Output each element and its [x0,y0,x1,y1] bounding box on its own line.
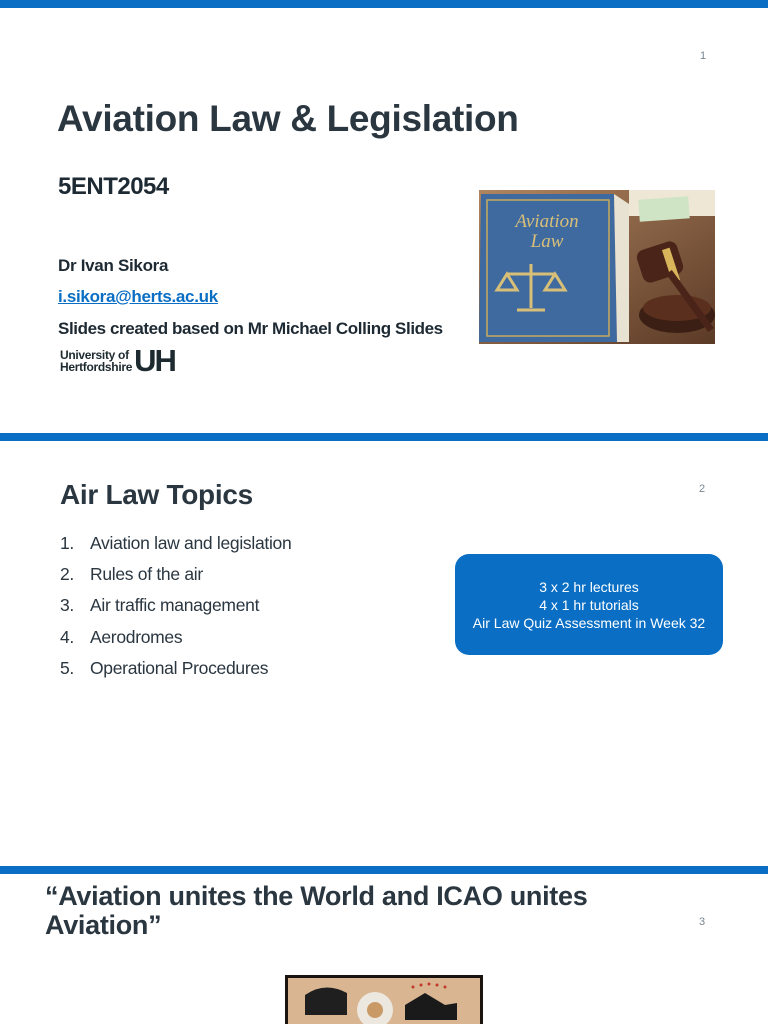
quote-line-1: “Aviation unites the World and ICAO unites [45,881,588,911]
list-number: 4. [60,626,74,647]
info-line-3: Air Law Quiz Assessment in Week 32 [472,614,706,631]
topics-list [60,533,291,689]
book-title-line-1: Aviation [515,211,579,232]
list-item [60,564,291,595]
info-line-1: 3 x 2 hr lectures [539,578,639,595]
slide-number: 3 [699,916,706,928]
list-text: Aviation law and legislation [90,533,292,553]
info-line-2: 4 x 1 hr tutorials [539,596,639,613]
slide-number: 2 [699,483,706,495]
logo-mark: UH [134,343,175,378]
list-item [60,627,291,658]
list-text: Aerodromes [90,626,183,647]
slide-title: Air Law Topics [60,479,253,510]
slide-quote [45,882,645,940]
list-text: Operational Procedures [90,657,269,678]
list-item [60,595,291,626]
list-item [60,658,291,689]
book-title-line-2: Law [530,231,564,252]
slide-3 [0,866,768,1024]
top-accent-bar [0,866,768,874]
list-number: 5. [60,657,74,678]
list-number: 3. [60,595,74,616]
email-link[interactable]: i.sikora@herts.ac.uk [58,287,218,306]
slide-2 [0,433,768,866]
university-logo [60,343,175,378]
slide-1 [0,0,768,433]
credit-text: Slides created based on Mr Michael Colling Slides [58,319,443,338]
list-text: Air traffic management [90,595,260,616]
top-accent-bar [0,0,768,8]
icao-image [285,975,483,1024]
list-text: Rules of the air [90,564,203,585]
quote-line-2: Aviation” [45,910,162,940]
logo-line-1: University of [60,348,129,362]
slide-number: 1 [700,50,707,62]
slide-title: Aviation Law & Legislation [57,98,519,139]
list-number: 2. [60,564,74,585]
list-item [60,533,291,564]
course-code: 5ENT2054 [58,173,169,200]
top-accent-bar [0,433,768,441]
author-name: Dr Ivan Sikora [58,256,169,275]
list-number: 1. [60,533,74,553]
logo-line-2: Hertfordshire [60,360,133,374]
schedule-info-box [455,554,723,655]
aviation-law-book-image [479,190,715,344]
